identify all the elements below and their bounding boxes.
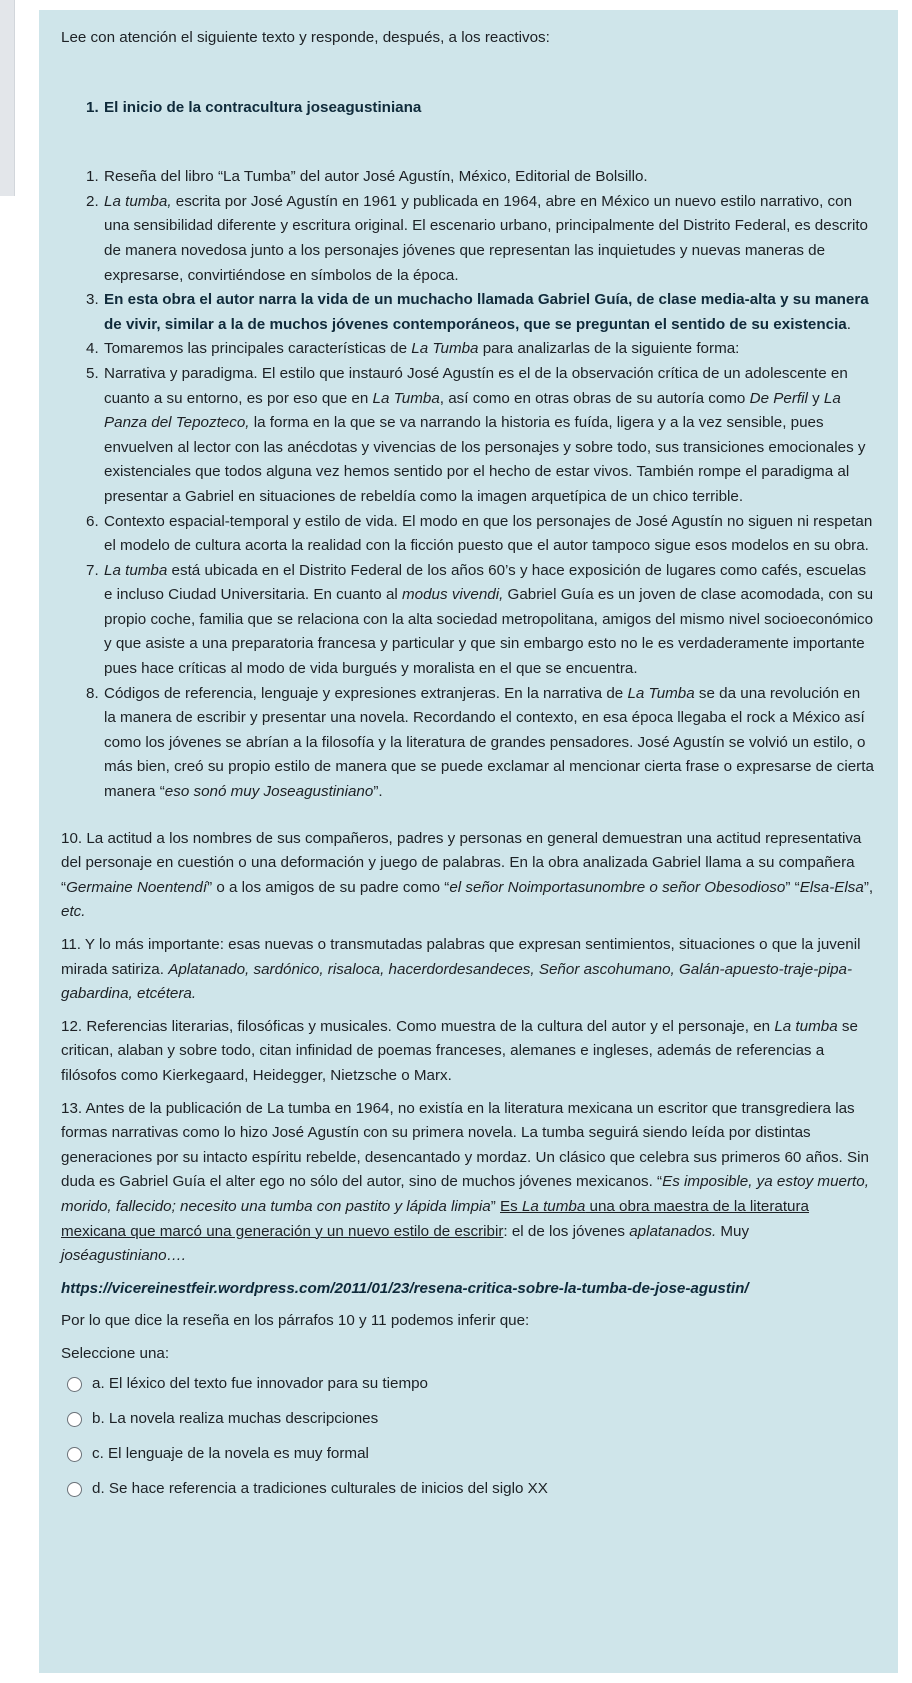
answer-options [61, 1367, 876, 1507]
list-item: 4. Tomaremos las principales características de La Tumba para analizarlas de la siguiente forma: [86, 340, 740, 358]
list-item: 1. Reseña del libro “La Tumba” del autor José Agustín, México, Editorial de Bolsillo. [86, 168, 648, 186]
answer-option-b[interactable] [67, 1402, 876, 1437]
intro-text: Lee con atención el siguiente texto y responde, después, a los reactivos: [61, 29, 550, 46]
list-item: 2. La tumba, escrita por José Agustín en 1961 y publicada en 1964, abre en México un nuevo estilo narrativo, con una sensibilidad diferente y escritura original. El escenario urbano, principalmente del Distrito Federal, es descrito de manera novedosa junto a los personajes jóvenes que representan las inquietudes y nuevas maneras de expresarse, convirtiéndose en símbolos de la época. [86, 192, 868, 284]
review-list [61, 165, 876, 804]
section-title-list [61, 96, 876, 121]
paragraph-12: 12. Referencias literarias, filosóficas y musicales. Como muestra de la cultura del autor y el personaje, en La tumba se critican, alaban y sobre todo, citan infinidad de poemas franceses, alemanes e ingleses, además de referencias a filósofos como Kierkegaard, Heidegger, Nietzsche o Marx. [61, 1017, 858, 1084]
source-url: https://vicereinestfeir.wordpress.com/2011/01/23/resena-critica-sobre-la-tumba-de-jose-agustin/ [61, 1279, 749, 1297]
list-item: 7. La tumba está ubicada en el Distrito Federal de los años 60’s y hace exposición de lugares como cafés, escuelas e incluso Ciudad Universitaria. En cuanto al modus vivendi, Gabriel Guía es un joven de clase acomodada, con su propio coche, familia que se relaciona con la alta sociedad metropolitana, amigos del mismo nivel socioeconómico y que asiste a una preparatoria francesa y particular y que sin embargo esto no le es verdaderamente importante pues hace críticas al modo de vida burgués y moralista en el que se encuentra. [86, 561, 874, 678]
paragraph-10: 10. La actitud a los nombres de sus compañeros, padres y personas en general demuestran una actitud representativa del personaje en cuestión o una deformación y juego de palabras. En la obra analizada Gabriel llama a su compañera “Germaine Noentendí” o a los amigos de su padre como “el señor Noimportasunombre o señor Obesodioso” “Elsa-Elsa”, etc. [61, 829, 874, 921]
answer-option-d[interactable] [67, 1472, 876, 1507]
left-panel-edge [0, 0, 15, 196]
answer-option-c[interactable] [67, 1437, 876, 1472]
radio-button-icon[interactable] [67, 1412, 82, 1427]
paragraph-11: 11. Y lo más importante: esas nuevas o transmutadas palabras que expresan sentimientos, situaciones o que la juvenil mirada satiriza. Aplatanado, sardónico, risaloca, hacerdordesandeces, Señor ascohumano, Galán-apuesto-traje-pipa-gabardina, etcétera. [61, 936, 861, 1003]
underlined-phrase: Es La tumba una obra maestra de la literatura mexicana que marcó una generación y un nuevo estilo de escribir [61, 1197, 810, 1240]
select-one-label: Seleccione una: [61, 1344, 170, 1362]
section-title: 1. El inicio de la contracultura joseagustiniana [86, 98, 422, 116]
option-label: b. La novela realiza muchas descripciones [92, 1409, 379, 1427]
radio-button-icon[interactable] [67, 1377, 82, 1392]
option-label: d. Se hace referencia a tradiciones culturales de inicios del siglo XX [92, 1479, 548, 1497]
radio-button-icon[interactable] [67, 1482, 82, 1497]
list-item: 6. Contexto espacial-temporal y estilo de vida. El modo en que los personajes de José Agustín no siguen ni respetan el modelo de cultura acorta la realidad con la ficción puesto que el autor tampoco sigue esos modelos en su obra. [86, 512, 873, 555]
option-label: a. El léxico del texto fue innovador para su tiempo [92, 1374, 429, 1392]
question-card [39, 10, 898, 1673]
answer-option-a[interactable] [67, 1367, 876, 1402]
paragraph-13: 13. Antes de la publicación de La tumba en 1964, no existía en la literatura mexicana un escritor que transgrediera las formas narrativas como lo hizo José Agustín con su primera novela. La tumba seguirá siendo leída por distintas generaciones por su intacto espíritu rebelde, desencantado y mordaz. Un clásico que celebra sus primeros 60 años. Sin duda es Gabriel Guía el alter ego no sólo del autor, sino de muchos jóvenes mexicanos. “Es imposible, ya estoy muerto, morido, fallecido; necesito una tumba con pastito y lápida limpia” Es La tumba una obra maestra de la literatura mexicana que marcó una generación y un nuevo estilo de escribir: el de los jóvenes aplatanados. Muy joséagustiniano…. [61, 1099, 869, 1265]
option-label: c. El lenguaje de la novela es muy formal [92, 1444, 369, 1462]
question-text: Por lo que dice la reseña en los párrafos 10 y 11 podemos inferir que: [61, 1312, 530, 1330]
list-item: 3. En esta obra el autor narra la vida de un muchacho llamada Gabriel Guía, de clase media-alta y su manera de vivir, similar a la de muchos jóvenes contemporáneos, que se preguntan el sentido de su existencia. [86, 291, 869, 333]
radio-button-icon[interactable] [67, 1447, 82, 1462]
list-item: 5. Narrativa y paradigma. El estilo que instauró José Agustín es el de la observación crítica de un adolescente en cuanto a su entorno, es por eso que en La Tumba, así como en otras obras de su autoría como De Perfil y La Panza del Tepozteco, la forma en la que se va narrando la historia es fuída, ligera y a la vez sensible, pues envuelven al lector con las anécdotas y vivencias de los personajes y sobre todo, sus transiciones emocionales y existenciales que todos alguna vez hemos sentido por el hecho de estar vivos. También rompe el paradigma al presentar a Gabriel en situaciones de rebeldía como la imagen arquetípica de un chico terrible. [86, 364, 866, 505]
list-item: 8. Códigos de referencia, lenguaje y expresiones extranjeras. En la narrativa de La Tumba se da una revolución en la manera de escribir y presentar una novela. Recordando el contexto, en esa época llegaba el rock a México así como los jóvenes se abrían a la filosofía y la literatura de grandes pensadores. José Agustín se volvió un estilo, o más bien, creó su propio estilo de manera que se puede exclamar al mencionar cierta frase o expresarse de cierta manera “eso sonó muy Joseagustiniano”. [86, 684, 874, 801]
